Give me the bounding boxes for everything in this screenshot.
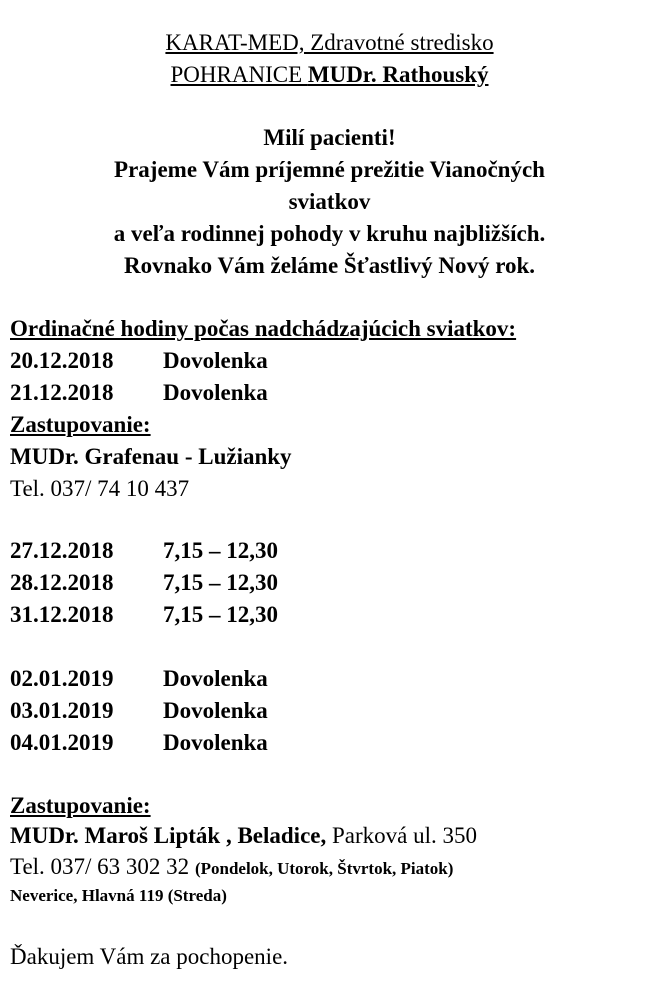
greeting-line: Rovnako Vám želáme Šťastlivý Nový rok. bbox=[123, 253, 536, 278]
substitute-doctor-name: MUDr. Maroš Lipták , Beladice, bbox=[10, 823, 327, 848]
greeting-line: Milí pacienti! bbox=[263, 125, 396, 150]
schedule-value: Dovolenka bbox=[163, 730, 268, 755]
schedule-value: Dovolenka bbox=[163, 348, 268, 373]
schedule-row bbox=[10, 538, 278, 564]
schedule-value: Dovolenka bbox=[163, 380, 268, 405]
substitution-heading: Zastupovanie: bbox=[10, 412, 151, 437]
schedule-row bbox=[10, 602, 278, 628]
schedule-date: 21.12.2018 bbox=[10, 380, 114, 405]
schedule-value: Dovolenka bbox=[163, 698, 268, 723]
substitute-days: (Pondelok, Utorok, Štvrtok, Piatok) bbox=[194, 859, 454, 878]
substitute-phone-line bbox=[10, 854, 453, 880]
schedule-date: 27.12.2018 bbox=[10, 538, 114, 563]
schedule-row bbox=[10, 730, 268, 756]
hours-heading: Ordinačné hodiny počas nadchádzajúcich sviatkov: bbox=[10, 316, 517, 341]
schedule-date: 28.12.2018 bbox=[10, 570, 114, 595]
greeting-line: sviatkov bbox=[288, 189, 371, 214]
schedule-value: Dovolenka bbox=[163, 666, 268, 691]
clinic-location-doctor bbox=[0, 62, 659, 88]
schedule-date: 31.12.2018 bbox=[10, 602, 114, 627]
greeting-line: Prajeme Vám príjemné prežitie Vianočných bbox=[114, 157, 545, 182]
closing-text: Ďakujem Vám za pochopenie. bbox=[10, 944, 289, 969]
schedule-value: 7,15 – 12,30 bbox=[163, 602, 278, 627]
substitute-phone: Tel. 037/ 74 10 437 bbox=[10, 476, 190, 501]
schedule-row bbox=[10, 666, 268, 692]
schedule-row bbox=[10, 380, 268, 406]
schedule-value: 7,15 – 12,30 bbox=[163, 570, 278, 595]
substitute-phone: Tel. 037/ 63 302 32 bbox=[10, 854, 195, 879]
schedule-date: 02.01.2019 bbox=[10, 666, 114, 691]
greeting-line: a veľa rodinnej pohody v kruhu najbližších. bbox=[113, 221, 546, 246]
schedule-date: 03.01.2019 bbox=[10, 698, 114, 723]
schedule-row bbox=[10, 570, 278, 596]
schedule-row bbox=[10, 348, 268, 374]
clinic-name: KARAT-MED, Zdravotné stredisko bbox=[165, 30, 494, 55]
clinic-location: POHRANICE bbox=[170, 62, 308, 87]
schedule-date: 04.01.2019 bbox=[10, 730, 114, 755]
schedule-date: 20.12.2018 bbox=[10, 348, 114, 373]
schedule-value: 7,15 – 12,30 bbox=[163, 538, 278, 563]
schedule-row bbox=[10, 698, 268, 724]
doctor-name: MUDr. Rathouský bbox=[307, 62, 489, 87]
substitution-heading: Zastupovanie: bbox=[10, 793, 151, 818]
substitute-doctor: MUDr. Grafenau - Lužianky bbox=[10, 444, 292, 469]
substitute-address: Parková ul. 350 bbox=[326, 823, 478, 848]
substitute-alt-location: Neverice, Hlavná 119 (Streda) bbox=[10, 886, 227, 905]
substitute-doctor bbox=[10, 823, 477, 849]
